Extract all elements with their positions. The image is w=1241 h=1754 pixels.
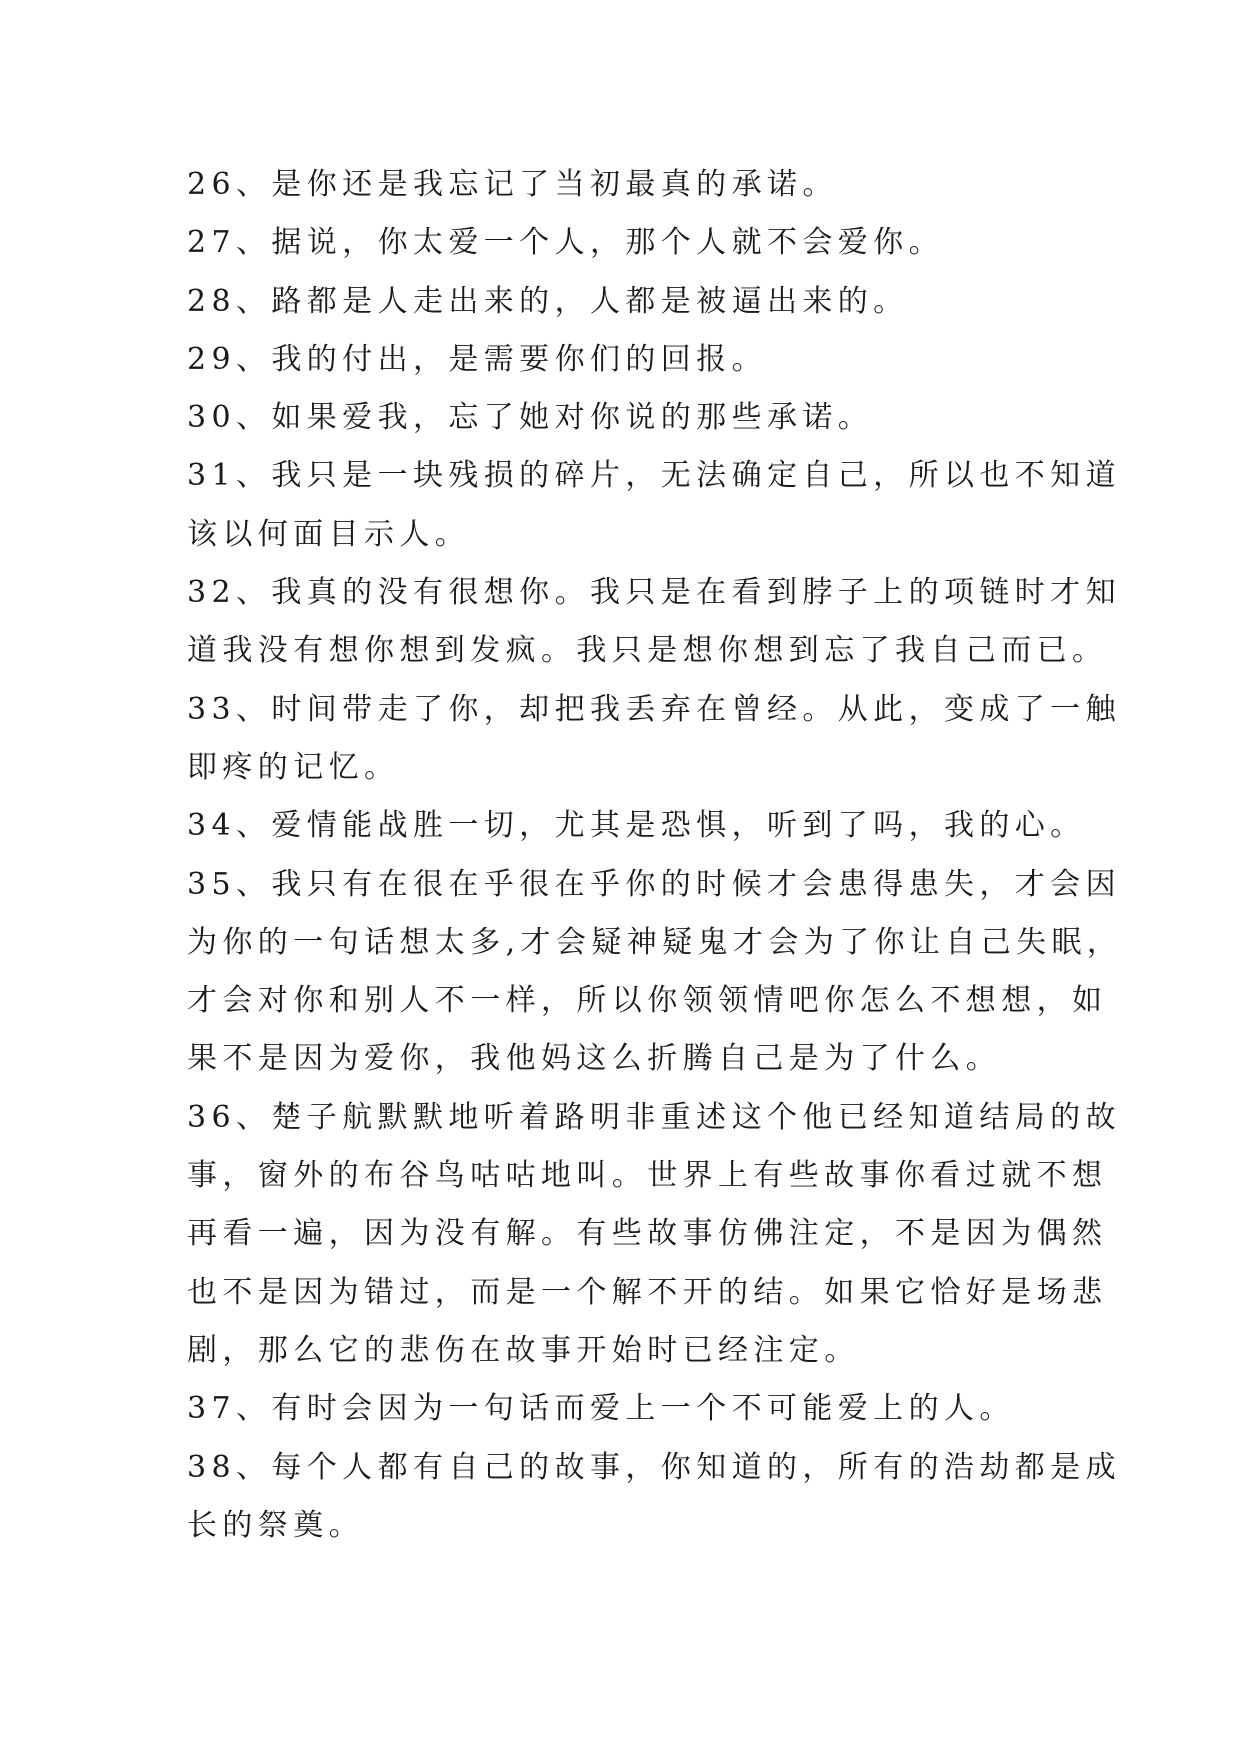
text-line: 29、我的付出，是需要你们的回报。 [187,341,767,377]
text-line: 38、每个人都有自己的故事，你知道的，所有的浩劫都是成 [187,1449,1121,1485]
text-line: 26、是你还是我忘记了当初最真的承诺。 [187,167,838,202]
text-line: 才会对你和别人不一样，所以你领领情吧你怎么不想想，如 [187,983,1108,1019]
text-line: 该以何面目示人。 [187,516,471,552]
text-line: 剧，那么它的悲伤在故事开始时已经注定。 [187,1332,860,1368]
text-line: 35、我只有在很在乎很在乎你的时候才会患得患失，才会因 [187,866,1121,902]
text-line: 31、我只是一块残损的碎片，无法确定自己，所以也不知道 [187,458,1121,494]
text-line: 果不是因为爱你，我他妈这么折腾自己是为了什么。 [187,1041,1002,1077]
text-line: 27、据说，你太爱一个人，那个人就不会爱你。 [187,225,944,261]
text-line: 34、爱情能战胜一切，尤其是恐惧，听到了吗，我的心。 [187,808,1086,844]
text-line: 37、有时会因为一句话而爱上一个不可能爱上的人。 [187,1391,1015,1427]
text-line: 为你的一句话想太多,才会疑神疑鬼才会为了你让自己失眠， [187,924,1123,960]
text-line: 33、时间带走了你，却把我丢弃在曾经。从此，变成了一触 [187,691,1121,727]
text-line: 36、楚子航默默地听着路明非重述这个他已经知道结局的故 [187,1099,1121,1135]
text-line: 28、路都是人走出来的，人都是被逼出来的。 [187,283,909,319]
text-line: 也不是因为错过，而是一个解不开的结。如果它恰好是场悲 [187,1274,1108,1310]
text-line: 道我没有想你想到发疯。我只是想你想到忘了我自己而已。 [187,633,1108,669]
text-line: 事，窗外的布谷鸟咕咕地叫。世界上有些故事你看过就不想 [187,1158,1108,1194]
text-line: 30、如果爱我，忘了她对你说的那些承诺。 [187,400,874,436]
text-line: 即疼的记忆。 [187,749,400,785]
document-body [187,156,1123,1555]
text-line: 再看一遍，因为没有解。有些故事仿佛注定，不是因为偶然 [187,1216,1108,1252]
text-line: 32、我真的没有很想你。我只是在看到脖子上的项链时才知 [187,575,1121,611]
text-line: 长的祭奠。 [187,1507,364,1543]
